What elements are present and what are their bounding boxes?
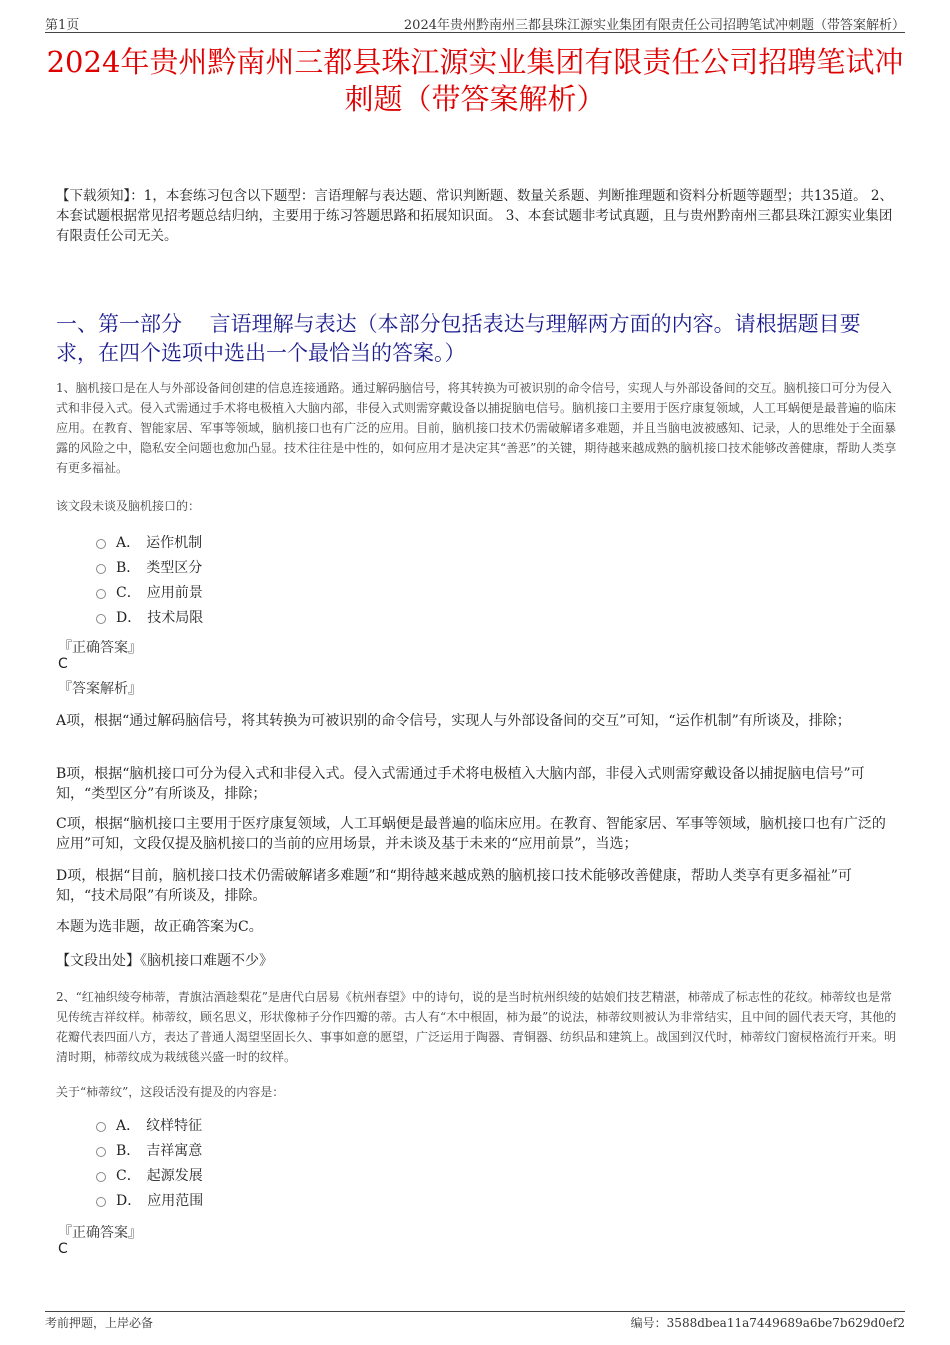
page-number: 第1页 [45, 18, 80, 33]
radio-icon[interactable] [96, 614, 106, 624]
answer-label: 『正确答案』 [58, 640, 142, 656]
answer-value: C [58, 1241, 68, 1257]
analysis-a: A项，根据“通过解码脑信号，将其转换为可被识别的命令信号，实现人与外部设备间的交互”可知，“运作机制”有所谈及，排除； [56, 713, 851, 729]
question-2-options [96, 1112, 203, 1212]
analysis-conclusion: 本题为选非题，故正确答案为C。 [56, 919, 263, 935]
question-2-stem: 关于“柿蒂纹”，这段话没有提及的内容是： [56, 1085, 285, 1099]
radio-icon[interactable] [96, 1172, 106, 1182]
page-header [45, 14, 905, 32]
question-1-passage: 1、脑机接口是在人与外部设备间创建的信息连接通路。通过解码脑信号，将其转换为可被识别的命令信号，实现人与外部设备间的交互。脑机接口可分为侵入式和非侵入式。侵入式需通过手术将电极植入大脑内部，非侵入式则需穿戴设备以捕捉脑电信号。脑机接口主要用于医疗康复领域，人工耳蜗便是最普遍的临床应用。在教育、智能家居、军事等领域，脑机接口也有广泛的应用。目前，脑机接口技术仍需破解诸多难题，并且当脑电波被感知、记录，人的思维处于全面暴露的风险之中，隐私安全问题也愈加凸显。技术往往是中性的，如何应用才是决定其“善恶”的关键，期待越来越成熟的脑机接口技术能够改善健康，帮助人类享有更多福祉。 [56, 381, 897, 475]
option-a[interactable]: A． 运作机制 [96, 529, 203, 554]
analysis-b: B项，根据“脑机接口可分为侵入式和非侵入式。侵入式需通过手术将电极植入大脑内部，非侵入式则需穿戴设备以捕捉脑电信号”可知，“类型区分”有所谈及，排除； [56, 766, 865, 802]
question-1-options [96, 529, 203, 629]
document-title: 2024年贵州黔南州三都县珠江源实业集团有限责任公司招聘笔试冲刺题（带答案解析） [46, 45, 904, 116]
radio-icon[interactable] [96, 1197, 106, 1207]
option-b[interactable]: B． 吉祥寓意 [96, 1137, 203, 1162]
analysis-c: C项，根据“脑机接口主要用于医疗康复领域，人工耳蜗便是最普遍的临床应用。在教育、智能家居、军事等领域，脑机接口也有广泛的应用”可知，文段仅提及脑机接口的当前的应用场景，并未谈及基于未来的“应用前景”，当选； [56, 816, 886, 852]
footer-slogan: 考前押题，上岸必备 [45, 1316, 154, 1330]
analysis-d: D项，根据“目前，脑机接口技术仍需破解诸多难题”和“期待越来越成熟的脑机接口技术能够改善健康，帮助人类享有更多福祉”可知，“技术局限”有所谈及，排除。 [56, 868, 852, 904]
question-2-passage: 2、“红袖织绫夸柿蒂，青旗沽酒趁梨花”是唐代白居易《杭州春望》中的诗句，说的是当时杭州织绫的姑娘们技艺精湛，柿蒂成了标志性的花纹。柿蒂纹也是常见传统吉祥纹样。柿蒂纹，顾名思义，形状像柿子分作四瓣的蒂。古人有“木中根固，柿为最”的说法，柿蒂纹则被认为非常结实，且中间的圆代表天穹，其他的花瓣代表四面八方，表达了普通人渴望坚固长久、事事如意的愿望，广泛运用于陶器、青铜器、纺织品和建筑上。战国到汉代时，柿蒂纹门窗棂格流行开来。明清时期，柿蒂纹成为栽绒毯兴盛一时的纹样。 [56, 990, 897, 1064]
option-d[interactable]: D． 技术局限 [96, 604, 203, 629]
radio-icon[interactable] [96, 589, 106, 599]
answer-label: 『正确答案』 [58, 1225, 142, 1241]
option-c[interactable]: C． 起源发展 [96, 1162, 203, 1187]
answer-value: C [58, 656, 68, 672]
footer-doc-id: 编号：3588dbea11a7449689a6be7b629d0ef2 [630, 1316, 905, 1330]
header-doc-title: 2024年贵州黔南州三都县珠江源实业集团有限责任公司招聘笔试冲刺题（带答案解析） [403, 18, 905, 33]
header-divider [45, 32, 905, 33]
option-b[interactable]: B． 类型区分 [96, 554, 203, 579]
option-d[interactable]: D． 应用范围 [96, 1187, 203, 1212]
option-c[interactable]: C． 应用前景 [96, 579, 203, 604]
analysis-label: 『答案解析』 [58, 681, 142, 697]
footer-divider [45, 1311, 905, 1312]
radio-icon[interactable] [96, 564, 106, 574]
radio-icon[interactable] [96, 1147, 106, 1157]
radio-icon[interactable] [96, 539, 106, 549]
section-heading: 一、第一部分 言语理解与表达（本部分包括表达与理解两方面的内容。请根据题目要求，在四个选项中选出一个最恰当的答案。） [56, 312, 861, 365]
question-1-stem: 该文段未谈及脑机接口的： [56, 499, 201, 513]
passage-source: 【文段出处】《脑机接口难题不少》 [56, 953, 273, 969]
radio-icon[interactable] [96, 1122, 106, 1132]
download-notice: 【下载须知】：1，本套练习包含以下题型：言语理解与表达题、常识判断题、数量关系题、判断推理题和资料分析题等题型；共135道。 2、本套试题根据常见招考题总结归纳，主要用于练习答题思路和拓展知识面。 3、本套试题非考试真题，且与贵州黔南州三都县珠江源实业集团有限责任公司无关。 [56, 188, 893, 244]
option-a[interactable]: A． 纹样特征 [96, 1112, 203, 1137]
